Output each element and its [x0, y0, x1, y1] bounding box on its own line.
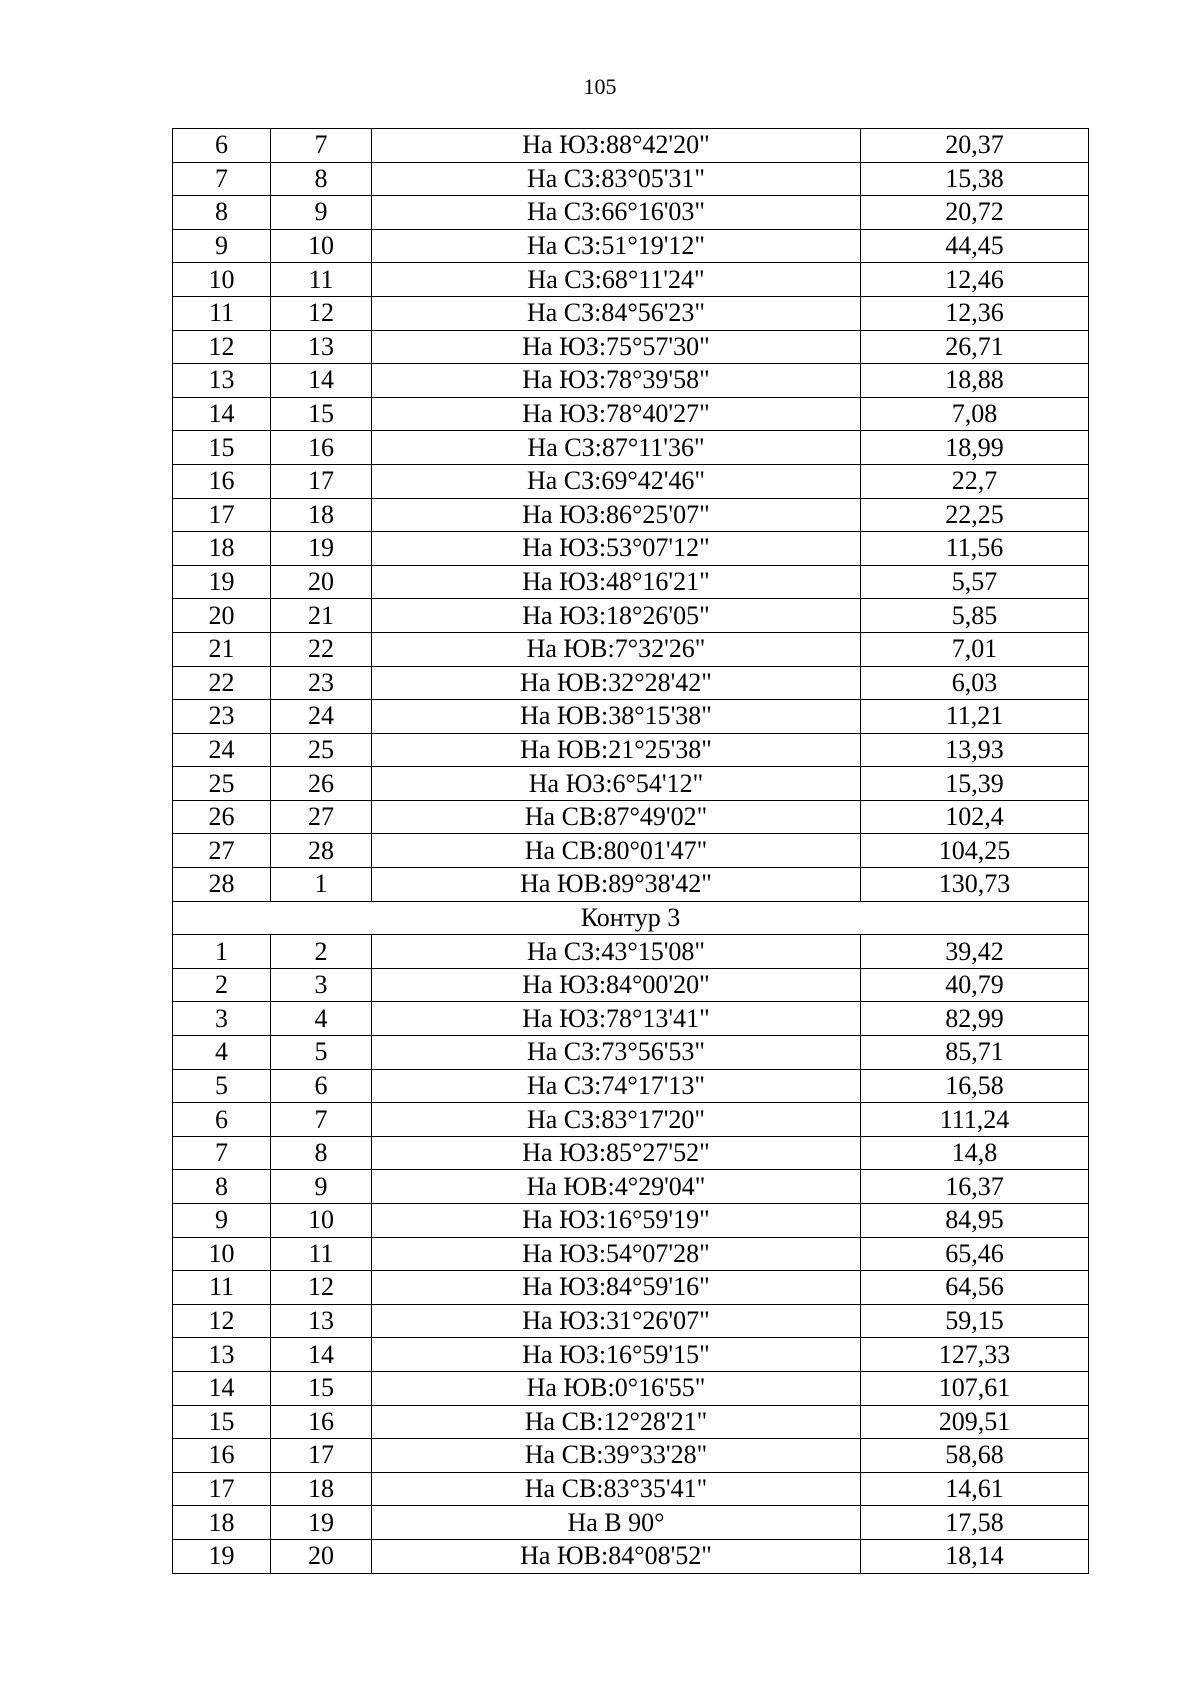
distance-cell: 15,38 [861, 162, 1089, 196]
bearing-cell: На ЮВ:21°25'38" [372, 733, 861, 767]
bearing-cell: На СЗ:83°17'20" [372, 1103, 861, 1137]
point-from-cell: 17 [173, 498, 271, 532]
point-to-cell: 6 [271, 1069, 372, 1103]
point-from-cell: 3 [173, 1002, 271, 1036]
table-row [173, 599, 1089, 633]
bearing-cell: На ЮЗ:85°27'52" [372, 1136, 861, 1170]
distance-cell: 22,7 [861, 464, 1089, 498]
distance-cell: 40,79 [861, 968, 1089, 1002]
point-from-cell: 9 [173, 1204, 271, 1238]
table-row [173, 1002, 1089, 1036]
page-number: 105 [583, 74, 617, 99]
point-from-cell: 13 [173, 364, 271, 398]
point-to-cell: 14 [271, 1338, 372, 1372]
table-row [173, 296, 1089, 330]
bearing-cell: На ЮЗ:84°59'16" [372, 1271, 861, 1305]
point-to-cell: 16 [271, 431, 372, 465]
table-row [173, 1539, 1089, 1573]
distance-cell: 65,46 [861, 1237, 1089, 1271]
bearing-cell: На ЮЗ:78°40'27" [372, 397, 861, 431]
table-row [173, 162, 1089, 196]
point-to-cell: 27 [271, 800, 372, 834]
table-row [173, 632, 1089, 666]
bearing-cell: На СВ:87°49'02" [372, 800, 861, 834]
point-to-cell: 22 [271, 632, 372, 666]
distance-cell: 20,72 [861, 196, 1089, 230]
table-row [173, 498, 1089, 532]
point-from-cell: 25 [173, 767, 271, 801]
point-from-cell: 20 [173, 599, 271, 633]
table-row [173, 330, 1089, 364]
point-to-cell: 10 [271, 1204, 372, 1238]
boundary-table [172, 128, 1089, 1574]
point-to-cell: 24 [271, 700, 372, 734]
bearing-cell: На ЮЗ:54°07'28" [372, 1237, 861, 1271]
point-from-cell: 18 [173, 1506, 271, 1540]
table-row [173, 229, 1089, 263]
table-row [173, 1506, 1089, 1540]
distance-cell: 17,58 [861, 1506, 1089, 1540]
point-to-cell: 28 [271, 834, 372, 868]
bearing-cell: На ЮВ:32°28'42" [372, 666, 861, 700]
table-row [173, 1405, 1089, 1439]
distance-cell: 111,24 [861, 1103, 1089, 1137]
table-row [173, 1304, 1089, 1338]
table-row [173, 1170, 1089, 1204]
table-row [173, 263, 1089, 297]
bearing-cell: На СЗ:73°56'53" [372, 1036, 861, 1070]
bearing-cell: На СЗ:87°11'36" [372, 431, 861, 465]
distance-cell: 12,46 [861, 263, 1089, 297]
bearing-cell: На СЗ:68°11'24" [372, 263, 861, 297]
table-row [173, 1103, 1089, 1137]
table-row [173, 1472, 1089, 1506]
table-row [173, 129, 1089, 163]
point-to-cell: 11 [271, 263, 372, 297]
table-row [173, 364, 1089, 398]
point-to-cell: 23 [271, 666, 372, 700]
bearing-cell: На ЮЗ:84°00'20" [372, 968, 861, 1002]
point-to-cell: 2 [271, 935, 372, 969]
bearing-cell: На СЗ:83°05'31" [372, 162, 861, 196]
point-from-cell: 9 [173, 229, 271, 263]
point-to-cell: 8 [271, 162, 372, 196]
section-row [173, 901, 1089, 935]
distance-cell: 18,14 [861, 1539, 1089, 1573]
point-from-cell: 7 [173, 1136, 271, 1170]
bearing-cell: На ЮВ:89°38'42" [372, 868, 861, 902]
point-from-cell: 22 [173, 666, 271, 700]
point-to-cell: 19 [271, 1506, 372, 1540]
bearing-cell: На ЮЗ:6°54'12" [372, 767, 861, 801]
bearing-cell: На ЮЗ:16°59'15" [372, 1338, 861, 1372]
point-to-cell: 7 [271, 129, 372, 163]
distance-cell: 11,21 [861, 700, 1089, 734]
point-to-cell: 21 [271, 599, 372, 633]
point-from-cell: 27 [173, 834, 271, 868]
bearing-cell: На ЮВ:38°15'38" [372, 700, 861, 734]
point-from-cell: 13 [173, 1338, 271, 1372]
table-row [173, 1271, 1089, 1305]
bearing-cell: На ЮВ:7°32'26" [372, 632, 861, 666]
point-from-cell: 8 [173, 1170, 271, 1204]
table-row [173, 1338, 1089, 1372]
table-row [173, 1036, 1089, 1070]
bearing-cell: На СВ:80°01'47" [372, 834, 861, 868]
distance-cell: 14,61 [861, 1472, 1089, 1506]
point-from-cell: 2 [173, 968, 271, 1002]
table-row [173, 968, 1089, 1002]
point-from-cell: 23 [173, 700, 271, 734]
point-from-cell: 12 [173, 1304, 271, 1338]
bearing-cell: На СЗ:84°56'23" [372, 296, 861, 330]
point-from-cell: 16 [173, 1439, 271, 1473]
point-from-cell: 19 [173, 1539, 271, 1573]
point-from-cell: 12 [173, 330, 271, 364]
table-row [173, 565, 1089, 599]
table-row [173, 1439, 1089, 1473]
table-row [173, 767, 1089, 801]
distance-cell: 18,88 [861, 364, 1089, 398]
point-to-cell: 20 [271, 565, 372, 599]
distance-cell: 39,42 [861, 935, 1089, 969]
bearing-cell: На ЮЗ:48°16'21" [372, 565, 861, 599]
distance-cell: 59,15 [861, 1304, 1089, 1338]
point-from-cell: 7 [173, 162, 271, 196]
point-from-cell: 10 [173, 263, 271, 297]
table-row [173, 800, 1089, 834]
point-from-cell: 19 [173, 565, 271, 599]
point-to-cell: 19 [271, 532, 372, 566]
point-to-cell: 13 [271, 330, 372, 364]
point-to-cell: 7 [271, 1103, 372, 1137]
distance-cell: 104,25 [861, 834, 1089, 868]
point-from-cell: 6 [173, 1103, 271, 1137]
distance-cell: 209,51 [861, 1405, 1089, 1439]
point-to-cell: 3 [271, 968, 372, 1002]
point-from-cell: 26 [173, 800, 271, 834]
point-to-cell: 18 [271, 1472, 372, 1506]
point-to-cell: 12 [271, 296, 372, 330]
point-from-cell: 8 [173, 196, 271, 230]
bearing-cell: На СВ:39°33'28" [372, 1439, 861, 1473]
point-to-cell: 5 [271, 1036, 372, 1070]
table-row [173, 733, 1089, 767]
distance-cell: 20,37 [861, 129, 1089, 163]
point-from-cell: 14 [173, 397, 271, 431]
table-row [173, 464, 1089, 498]
bearing-cell: На СВ:12°28'21" [372, 1405, 861, 1439]
distance-cell: 13,93 [861, 733, 1089, 767]
distance-cell: 16,58 [861, 1069, 1089, 1103]
table-row [173, 834, 1089, 868]
bearing-cell: На ЮВ:4°29'04" [372, 1170, 861, 1204]
point-from-cell: 17 [173, 1472, 271, 1506]
bearing-cell: На В 90° [372, 1506, 861, 1540]
point-from-cell: 4 [173, 1036, 271, 1070]
point-to-cell: 12 [271, 1271, 372, 1305]
distance-cell: 22,25 [861, 498, 1089, 532]
bearing-cell: На ЮЗ:86°25'07" [372, 498, 861, 532]
bearing-cell: На ЮЗ:88°42'20" [372, 129, 861, 163]
distance-cell: 7,01 [861, 632, 1089, 666]
distance-cell: 64,56 [861, 1271, 1089, 1305]
bearing-cell: На СЗ:51°19'12" [372, 229, 861, 263]
table-row [173, 397, 1089, 431]
point-to-cell: 25 [271, 733, 372, 767]
point-to-cell: 15 [271, 397, 372, 431]
point-to-cell: 13 [271, 1304, 372, 1338]
bearing-cell: На ЮЗ:78°39'58" [372, 364, 861, 398]
distance-cell: 11,56 [861, 532, 1089, 566]
distance-cell: 6,03 [861, 666, 1089, 700]
bearing-cell: На ЮЗ:78°13'41" [372, 1002, 861, 1036]
distance-cell: 15,39 [861, 767, 1089, 801]
table-row [173, 868, 1089, 902]
point-to-cell: 4 [271, 1002, 372, 1036]
distance-cell: 84,95 [861, 1204, 1089, 1238]
point-to-cell: 17 [271, 1439, 372, 1473]
bearing-cell: На ЮЗ:16°59'19" [372, 1204, 861, 1238]
distance-cell: 44,45 [861, 229, 1089, 263]
distance-cell: 58,68 [861, 1439, 1089, 1473]
bearing-cell: На ЮВ:0°16'55" [372, 1371, 861, 1405]
distance-cell: 16,37 [861, 1170, 1089, 1204]
point-to-cell: 16 [271, 1405, 372, 1439]
point-from-cell: 15 [173, 431, 271, 465]
distance-cell: 26,71 [861, 330, 1089, 364]
distance-cell: 102,4 [861, 800, 1089, 834]
distance-cell: 130,73 [861, 868, 1089, 902]
bearing-cell: На ЮЗ:53°07'12" [372, 532, 861, 566]
bearing-cell: На ЮЗ:75°57'30" [372, 330, 861, 364]
point-to-cell: 14 [271, 364, 372, 398]
point-from-cell: 28 [173, 868, 271, 902]
point-to-cell: 15 [271, 1371, 372, 1405]
point-from-cell: 6 [173, 129, 271, 163]
distance-cell: 85,71 [861, 1036, 1089, 1070]
point-from-cell: 16 [173, 464, 271, 498]
point-from-cell: 11 [173, 1271, 271, 1305]
point-to-cell: 18 [271, 498, 372, 532]
point-to-cell: 26 [271, 767, 372, 801]
bearing-cell: На СЗ:69°42'46" [372, 464, 861, 498]
point-from-cell: 18 [173, 532, 271, 566]
table-row [173, 431, 1089, 465]
table-row [173, 196, 1089, 230]
table-row [173, 1204, 1089, 1238]
table-row [173, 700, 1089, 734]
table-row [173, 532, 1089, 566]
point-from-cell: 14 [173, 1371, 271, 1405]
distance-cell: 107,61 [861, 1371, 1089, 1405]
point-to-cell: 8 [271, 1136, 372, 1170]
bearing-cell: На ЮЗ:31°26'07" [372, 1304, 861, 1338]
point-to-cell: 1 [271, 868, 372, 902]
bearing-cell: На СВ:83°35'41" [372, 1472, 861, 1506]
point-from-cell: 10 [173, 1237, 271, 1271]
point-to-cell: 10 [271, 229, 372, 263]
table-row [173, 1069, 1089, 1103]
bearing-cell: На СЗ:74°17'13" [372, 1069, 861, 1103]
point-to-cell: 17 [271, 464, 372, 498]
point-to-cell: 9 [271, 1170, 372, 1204]
distance-cell: 127,33 [861, 1338, 1089, 1372]
distance-cell: 5,85 [861, 599, 1089, 633]
section-title: Контур 3 [173, 901, 1089, 935]
point-from-cell: 1 [173, 935, 271, 969]
table-row [173, 1136, 1089, 1170]
bearing-cell: На ЮВ:84°08'52" [372, 1539, 861, 1573]
distance-cell: 12,36 [861, 296, 1089, 330]
table-row [173, 666, 1089, 700]
point-from-cell: 21 [173, 632, 271, 666]
point-from-cell: 11 [173, 296, 271, 330]
point-from-cell: 15 [173, 1405, 271, 1439]
point-from-cell: 5 [173, 1069, 271, 1103]
point-to-cell: 9 [271, 196, 372, 230]
table-row [173, 1237, 1089, 1271]
point-from-cell: 24 [173, 733, 271, 767]
point-to-cell: 20 [271, 1539, 372, 1573]
table-row [173, 1371, 1089, 1405]
distance-cell: 5,57 [861, 565, 1089, 599]
distance-cell: 82,99 [861, 1002, 1089, 1036]
distance-cell: 14,8 [861, 1136, 1089, 1170]
point-to-cell: 11 [271, 1237, 372, 1271]
distance-cell: 7,08 [861, 397, 1089, 431]
table-row [173, 935, 1089, 969]
distance-cell: 18,99 [861, 431, 1089, 465]
boundary-table-body [173, 129, 1089, 1574]
bearing-cell: На СЗ:66°16'03" [372, 196, 861, 230]
bearing-cell: На СЗ:43°15'08" [372, 935, 861, 969]
bearing-cell: На ЮЗ:18°26'05" [372, 599, 861, 633]
